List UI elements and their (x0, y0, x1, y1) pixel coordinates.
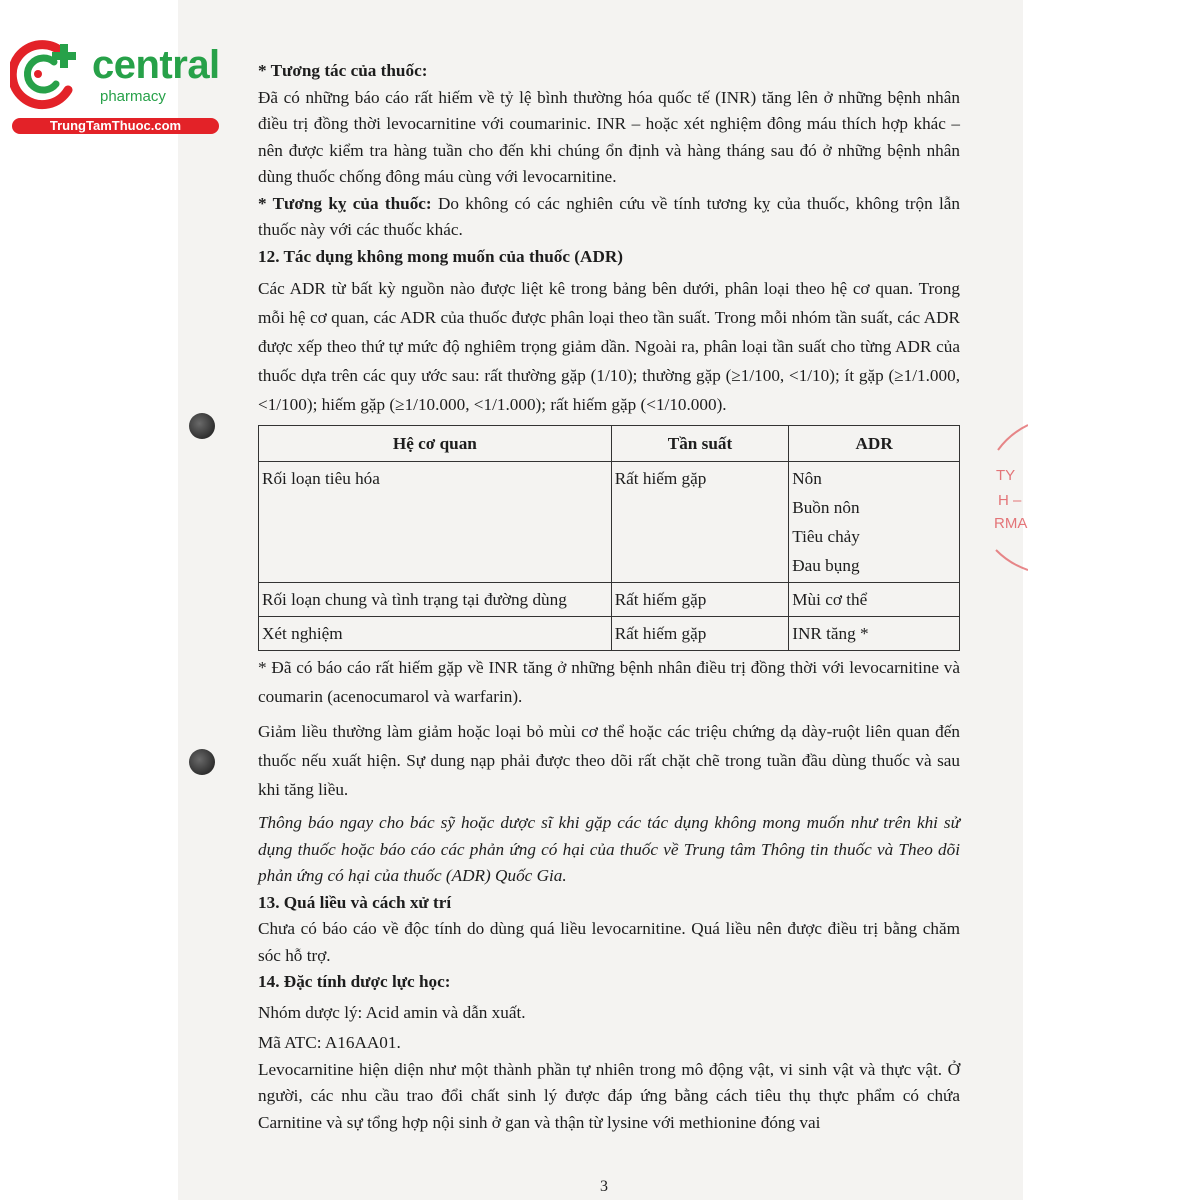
row-system: Rối loạn chung và tình trạng tại đường dùng (259, 583, 612, 617)
row-adr: Mùi cơ thể (789, 583, 960, 617)
company-stamp-partial (988, 420, 1028, 580)
svg-text:RMA: RMA (994, 515, 1028, 532)
adr-notice: Thông báo ngay cho bác sỹ hoặc dược sĩ khi gặp các tác dụng không mong muốn như trên khi sử dụng thuốc hoặc báo cáo các phản ứng có hại của thuốc về Trung tâm Thông tin thuốc và Theo dõi phản ứng có hại của thuốc (ADR) Quốc Gia. (258, 813, 960, 885)
logo-c-cross-icon (10, 38, 90, 110)
table-row (259, 617, 960, 651)
punch-hole-top (189, 413, 215, 439)
incompat-heading: * Tương kỵ của thuốc: (258, 193, 432, 213)
table-row (259, 583, 960, 617)
interaction-text: Đã có những báo cáo rất hiếm về tỷ lệ bình thường hóa quốc tế (INR) tăng lên ở những bệnh nhân điều trị đồng thời levocarnitine với coumarinic. INR – hoặc xét nghiệm đông máu thích hợp khác – nên được kiểm tra hàng tuần cho đến khi chúng ổn định và hàng tháng sau đó ở những bệnh nhân dùng thuốc chống đông máu cùng với levocarnitine. (258, 87, 960, 186)
adr-item: Nôn (792, 469, 822, 488)
atc-code: Mã ATC: A16AA01. (258, 1033, 401, 1052)
incompat-text: Do không có các nghiên cứu về tính tương kỵ của thuốc, không trộn lẫn thuốc này với các thuốc khác. (258, 193, 960, 239)
row-system: Xét nghiệm (259, 617, 612, 651)
adr-item: Tiêu chảy (792, 527, 860, 546)
dose-note: Giảm liều thường làm giảm hoặc loại bỏ mùi cơ thể hoặc các triệu chứng dạ dày-ruột liên quan đến thuốc nếu xuất hiện. Sự dung nạp phải được theo dõi rất chặt chẽ trong tuần đầu dùng thuốc và sau khi tăng liều. (258, 722, 960, 799)
punch-hole-bottom (189, 749, 215, 775)
row-frequency: Rất hiếm gặp (611, 462, 789, 583)
row-adr (789, 462, 960, 583)
adr-table (258, 425, 960, 651)
header-frequency: Tần suất (611, 426, 789, 462)
svg-text:TY: TY (996, 467, 1016, 484)
pharmacodynamics-heading: 14. Đặc tính dược lực học: (258, 972, 451, 991)
logo-subtitle: pharmacy (100, 88, 166, 105)
row-adr: INR tăng * (789, 617, 960, 651)
central-pharmacy-logo (10, 38, 220, 138)
document-body (258, 58, 960, 1136)
adr-footnote: * Đã có báo cáo rất hiếm gặp về INR tăng ở những bệnh nhân điều trị đồng thời với levocarnitine và coumarin (acenocumarol và warfarin). (258, 658, 960, 706)
adr-intro: Các ADR từ bất kỳ nguồn nào được liệt kê trong bảng bên dưới, phân loại theo hệ cơ quan. Trong mỗi hệ cơ quan, các ADR của thuốc được phân loại theo tần suất. Trong mỗi nhóm tần suất, các ADR được xếp theo thứ tự mức độ nghiêm trọng giảm dần. Ngoài ra, phân loại tần suất cho từng ADR của thuốc dựa trên các quy ước sau: rất thường gặp (1/10); thường gặp (≥1/100, <1/10); ít gặp (≥1/1.000, <1/100); hiếm gặp (≥1/10.000, <1/1.000); rất hiếm gặp (<1/10.000). (258, 279, 960, 414)
overdose-text: Chưa có báo cáo về độc tính do dùng quá liều levocarnitine. Quá liều nên được điều trị bằng chăm sóc hỗ trợ. (258, 919, 960, 965)
header-system: Hệ cơ quan (259, 426, 612, 462)
logo-brand: central (92, 43, 220, 87)
adr-heading: 12. Tác dụng không mong muốn của thuốc (ADR) (258, 246, 623, 266)
adr-table-header (259, 426, 960, 462)
row-system: Rối loạn tiêu hóa (259, 462, 612, 583)
table-row (259, 462, 960, 583)
row-frequency: Rất hiếm gặp (611, 617, 789, 651)
adr-item: Buồn nôn (792, 498, 860, 517)
pharmacodynamics-text: Levocarnitine hiện diện như một thành phần tự nhiên trong mô động vật, vi sinh vật và thực vật. Ở người, các nhu cầu trao đổi chất sinh lý được đáp ứng bằng cách tiêu thụ thực phẩm có chứa Carnitine và sự tổng hợp nội sinh ở gan và thận từ lysine với methionine đóng vai (258, 1059, 960, 1132)
overdose-heading: 13. Quá liều và cách xử trí (258, 892, 452, 912)
page-number: 3 (600, 1178, 608, 1195)
header-adr: ADR (789, 426, 960, 462)
adr-item: Đau bụng (792, 556, 860, 575)
pharmacological-group: Nhóm dược lý: Acid amin và dẫn xuất. (258, 1002, 526, 1022)
interaction-heading: * Tương tác của thuốc: (258, 61, 428, 80)
logo-url-badge: TrungTamThuoc.com (12, 118, 219, 134)
svg-text:H –: H – (998, 492, 1022, 509)
row-frequency: Rất hiếm gặp (611, 583, 789, 617)
